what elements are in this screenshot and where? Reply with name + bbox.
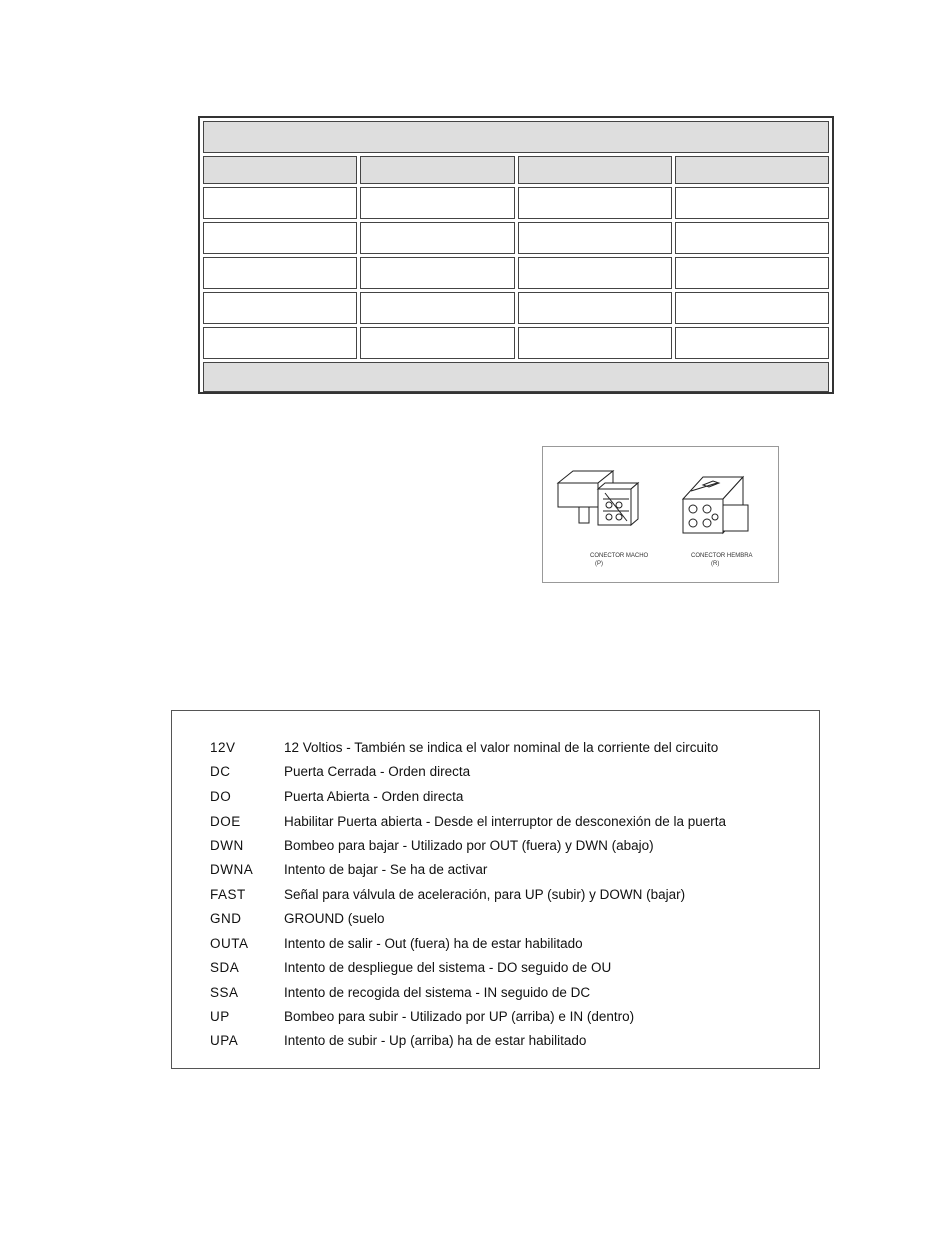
table-cell [675, 187, 829, 219]
legend-desc: Bombeo para bajar - Utilizado por OUT (fuera) y DWN (abajo) [284, 838, 654, 853]
legend-abbr: OUTA [210, 936, 249, 951]
legend-item [210, 911, 810, 931]
table-footer-cell [203, 362, 829, 392]
male-connector-label [590, 552, 648, 568]
legend-desc: GROUND (suelo [284, 911, 385, 926]
legend-desc: Intento de subir - Up (arriba) ha de estar habilitado [284, 1033, 587, 1048]
legend-desc: Intento de despliegue del sistema - DO seguido de OU [284, 960, 612, 975]
legend-item [210, 985, 810, 1005]
legend-item [210, 1033, 810, 1053]
legend-abbr: SDA [210, 960, 240, 975]
table-cell [360, 327, 514, 359]
table-row [203, 327, 829, 359]
legend-abbr: DO [210, 789, 232, 804]
legend-abbr: DWNA [210, 862, 254, 877]
table-cell [203, 222, 357, 254]
female-connector-label-text: CONECTOR HEMBRA [691, 553, 753, 559]
legend-desc: Bombeo para subir - Utilizado por UP (arriba) e IN (dentro) [284, 1009, 635, 1024]
legend-item [210, 814, 810, 834]
legend-abbr: DWN [210, 838, 244, 853]
legend-item [210, 789, 810, 809]
legend-item [210, 740, 810, 760]
legend-desc: Intento de recogida del sistema - IN seguido de DC [284, 985, 591, 1000]
legend-item [210, 764, 810, 784]
female-connector-icon [683, 477, 748, 533]
table-row [203, 187, 829, 219]
table-cell [518, 292, 672, 324]
table-cell [675, 292, 829, 324]
table-cell [675, 257, 829, 289]
legend-item [210, 887, 810, 907]
table-cell [675, 327, 829, 359]
legend-desc: Intento de bajar - Se ha de activar [284, 862, 488, 877]
legend-abbr: DC [210, 764, 231, 779]
female-connector-label-code: (R) [711, 561, 720, 567]
legend-abbr: UPA [210, 1033, 239, 1048]
table-cell [360, 257, 514, 289]
male-connector-label-text: CONECTOR MACHO [590, 553, 649, 559]
legend-abbr: 12V [210, 740, 236, 755]
legend-abbr: DOE [210, 814, 241, 829]
legend-item [210, 862, 810, 882]
table-row [203, 222, 829, 254]
table-cell [518, 327, 672, 359]
pin-table [198, 116, 834, 394]
table-row [203, 292, 829, 324]
table-header-cell [518, 156, 672, 184]
abbreviation-legend [171, 710, 820, 1069]
legend-desc: Señal para válvula de aceleración, para UP (subir) y DOWN (bajar) [284, 887, 686, 902]
legend-abbr: GND [210, 911, 242, 926]
table-cell [360, 222, 514, 254]
legend-abbr: SSA [210, 985, 239, 1000]
table-cell [203, 187, 357, 219]
table-cell [518, 257, 672, 289]
male-connector-label-code: (P) [595, 561, 603, 567]
legend-abbr: UP [210, 1009, 230, 1024]
legend-item [210, 936, 810, 956]
table-header-cell [203, 156, 357, 184]
legend-abbr: FAST [210, 887, 246, 902]
legend-desc: 12 Voltios - También se indica el valor nominal de la corriente del circuito [284, 740, 719, 755]
table-cell [203, 292, 357, 324]
legend-desc: Habilitar Puerta abierta - Desde el interruptor de desconexión de la puerta [284, 814, 727, 829]
pin-table-grid [200, 118, 832, 395]
female-connector-label [691, 552, 753, 568]
legend-desc: Puerta Cerrada - Orden directa [284, 764, 471, 779]
connector-illustration [542, 446, 779, 583]
table-cell [203, 257, 357, 289]
legend-item [210, 838, 810, 858]
table-cell [518, 222, 672, 254]
legend-item [210, 1009, 810, 1029]
table-cell [203, 327, 357, 359]
table-cell [360, 187, 514, 219]
table-cell [518, 187, 672, 219]
male-connector-icon [558, 471, 638, 525]
legend-desc: Puerta Abierta - Orden directa [284, 789, 464, 804]
table-row [203, 257, 829, 289]
table-title-cell [203, 121, 829, 153]
table-cell [675, 222, 829, 254]
table-cell [360, 292, 514, 324]
table-header-cell [360, 156, 514, 184]
legend-item [210, 960, 810, 980]
legend-desc: Intento de salir - Out (fuera) ha de estar habilitado [284, 936, 583, 951]
table-header-cell [675, 156, 829, 184]
